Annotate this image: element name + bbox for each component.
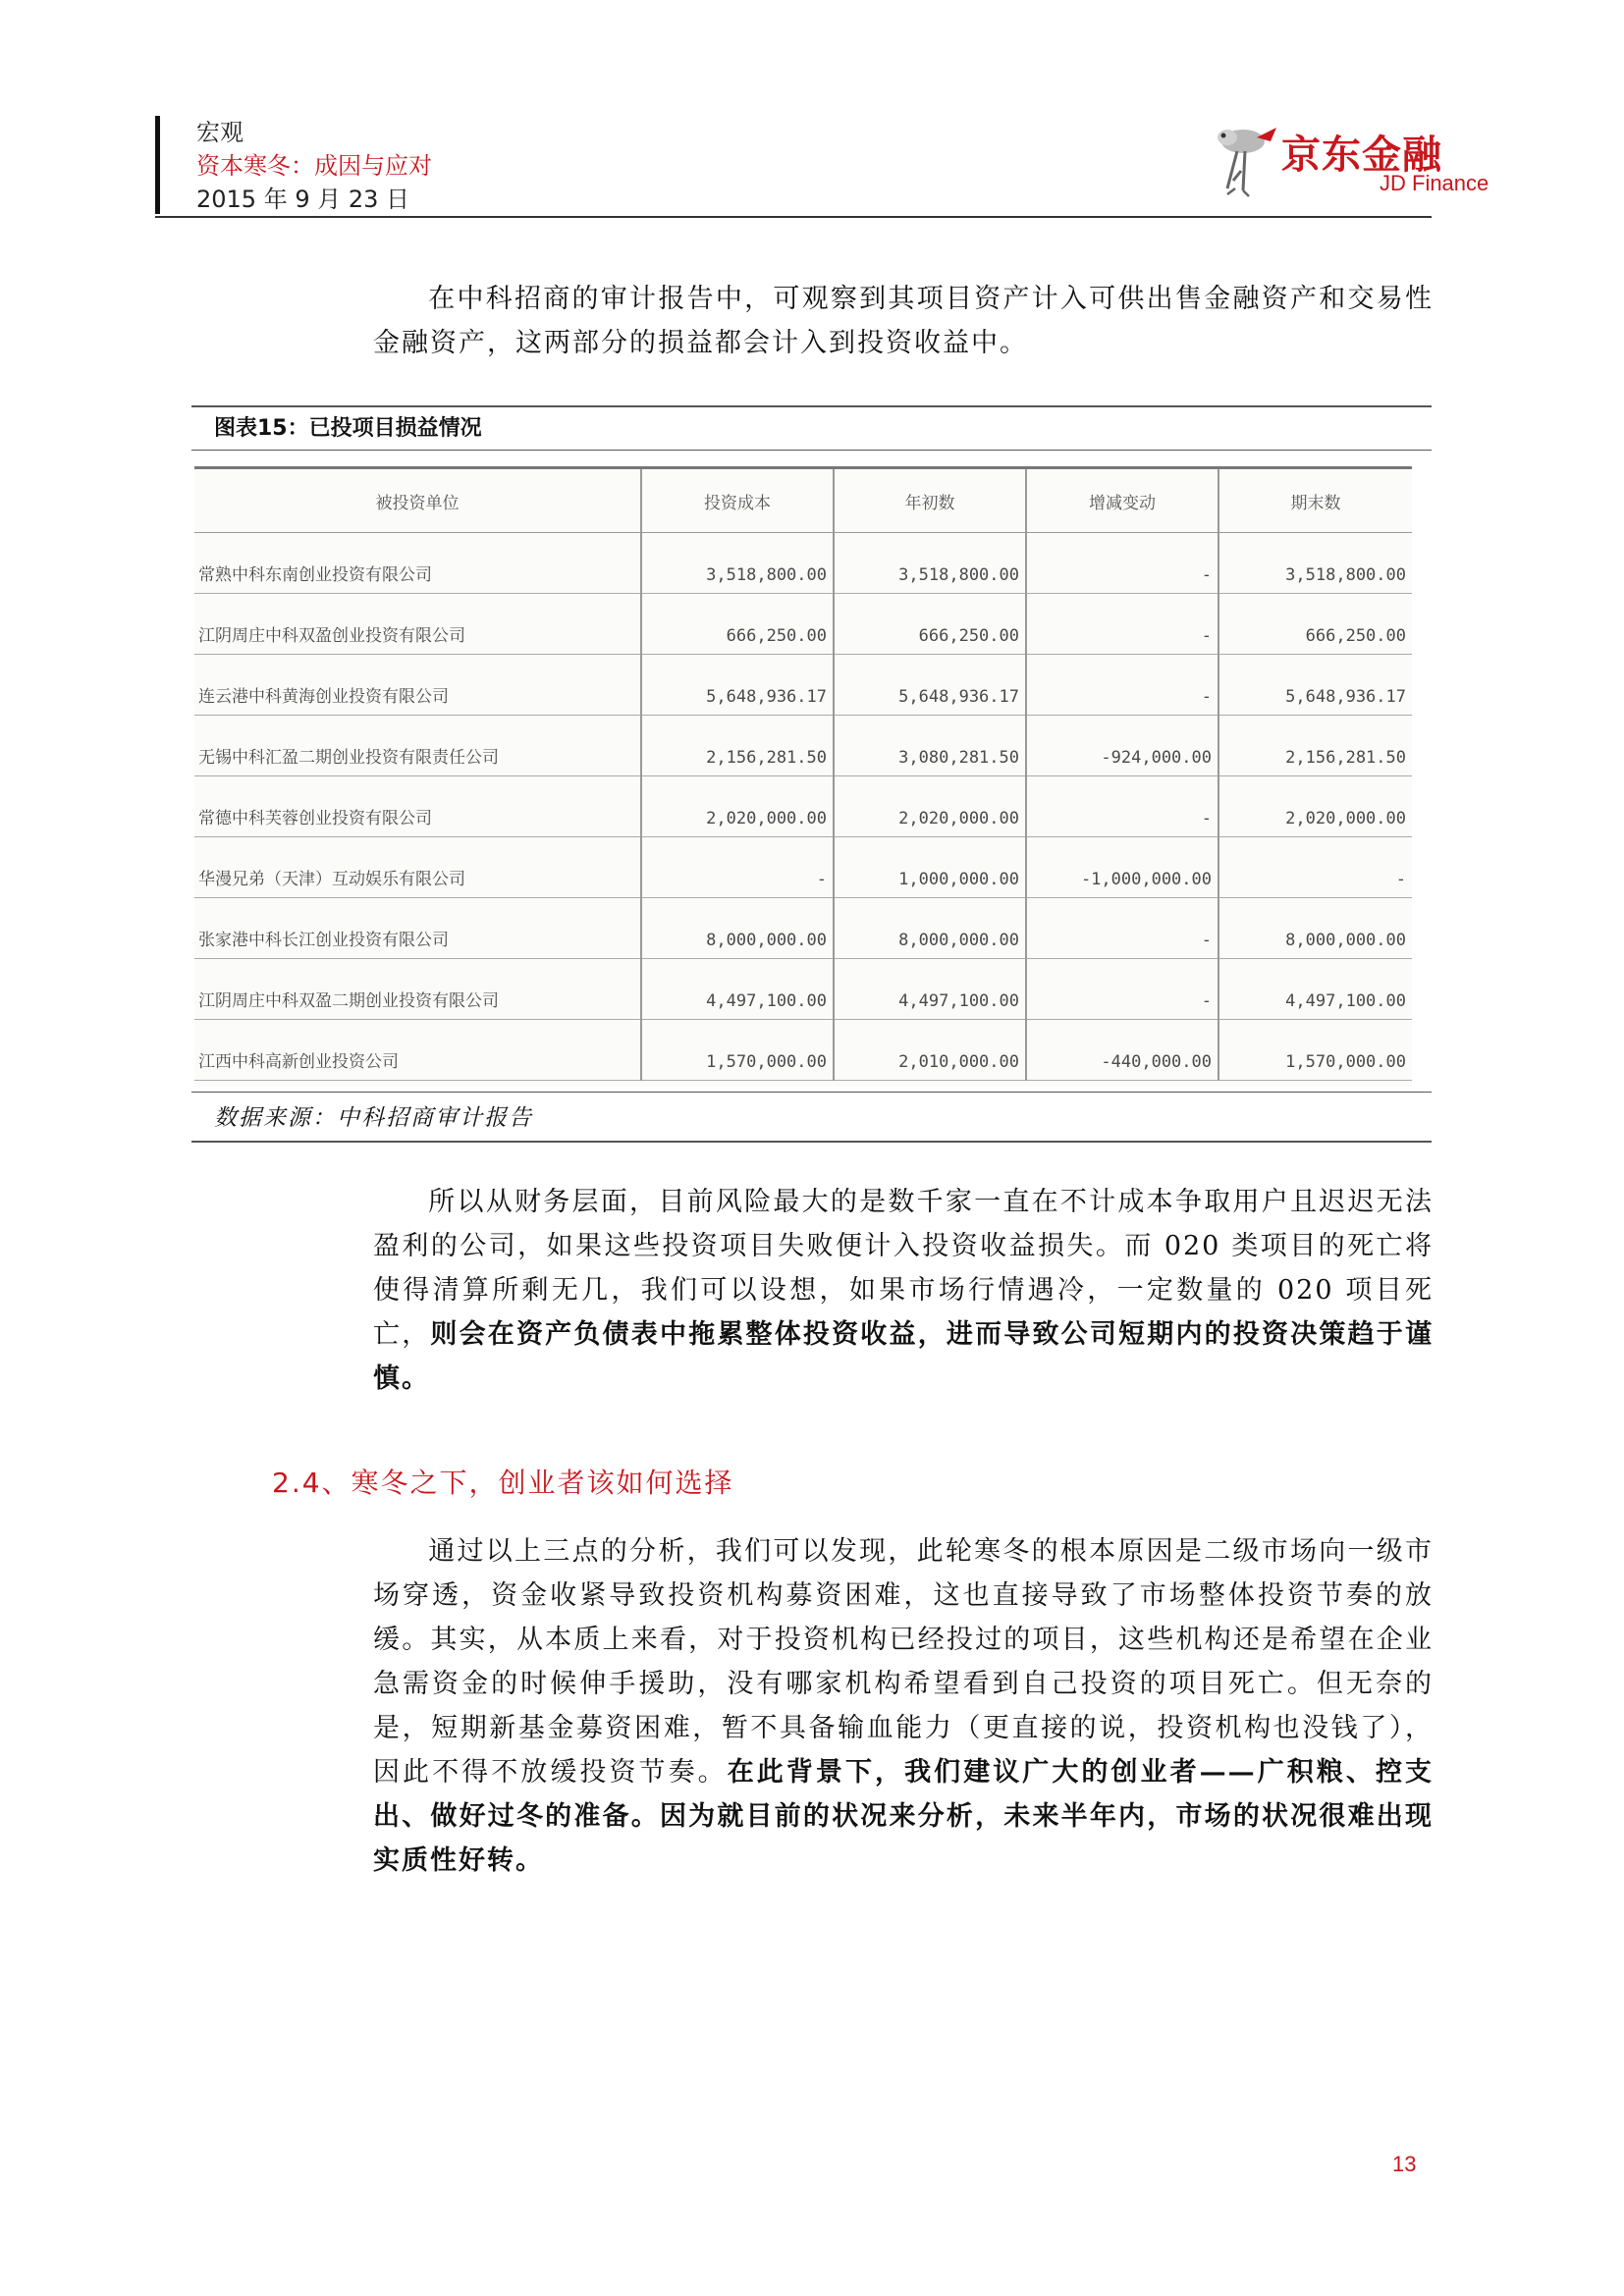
table-row bbox=[194, 776, 1412, 837]
investment-cost: 2,020,000.00 bbox=[641, 776, 834, 837]
change-amount: - bbox=[1026, 959, 1218, 1020]
intro-paragraph bbox=[373, 277, 1434, 365]
beginning-balance: 2,020,000.00 bbox=[834, 776, 1026, 837]
figure-title: 图表15：已投项目损益情况 bbox=[214, 416, 482, 441]
investee-name: 无锡中科汇盈二期创业投资有限责任公司 bbox=[194, 716, 641, 776]
table-row bbox=[194, 716, 1412, 776]
header-rule bbox=[155, 216, 1432, 218]
investee-name: 常德中科芙蓉创业投资有限公司 bbox=[194, 776, 641, 837]
investment-cost: 4,497,100.00 bbox=[641, 959, 834, 1020]
investment-table bbox=[194, 466, 1412, 1081]
figure-source: 数据来源：中科招商审计报告 bbox=[214, 1105, 533, 1131]
logo-english-text: JD Finance bbox=[1380, 171, 1489, 195]
risk-paragraph-text: 所以从财务层面，目前风险最大的是数千家一直在不计成本争取用户且迟迟无法盈利的公司，如果这些投资项目失败便计入投资收益损失。而 020 类项目的死亡将使得清算所剩无几，我们可以设想，如果市场行情遇冷，一定数量的 020 项目死亡， bbox=[373, 1187, 1434, 1350]
ending-balance: 2,020,000.00 bbox=[1218, 776, 1412, 837]
intro-paragraph-text: 在中科招商的审计报告中，可观察到其项目资产计入可供出售金融资产和交易性金融资产，这两部分的损益都会计入到投资收益中。 bbox=[373, 284, 1434, 358]
analysis-paragraph-text: 通过以上三点的分析，我们可以发现，此轮寒冬的根本原因是二级市场向一级市场穿透，资金收紧导致投资机构募资困难，这也直接导致了市场整体投资节奏的放缓。其实，从本质上来看，对于投资机构已经投过的项目，这些机构还是希望在企业急需资金的时候伸手援助，没有哪家机构希望看到自己投资的项目死亡。但无奈的是，短期新基金募资困难，暂不具备输血能力（更直接的说，投资机构也没钱了），因此不得不放缓投资节奏。 bbox=[373, 1536, 1434, 1788]
beginning-balance: 3,518,800.00 bbox=[834, 533, 1026, 594]
investment-cost: - bbox=[641, 837, 834, 898]
figure-bottom-rule bbox=[191, 1092, 1432, 1093]
investment-cost: 8,000,000.00 bbox=[641, 898, 834, 959]
ending-balance: 1,570,000.00 bbox=[1218, 1020, 1412, 1081]
investment-cost: 2,156,281.50 bbox=[641, 716, 834, 776]
beginning-balance: 666,250.00 bbox=[834, 594, 1026, 655]
table-row bbox=[194, 655, 1412, 716]
change-amount: - bbox=[1026, 776, 1218, 837]
investee-name: 江阴周庄中科双盈创业投资有限公司 bbox=[194, 594, 641, 655]
analysis-paragraph-bold: 在此背景下，我们建议广大的创业者——广积粮、控支出、做好过冬的准备。因为就目前的状况来分析，未来半年内，市场的状况很难出现实质性好转。 bbox=[373, 1757, 1435, 1876]
header-accent-bar bbox=[155, 116, 160, 214]
risk-paragraph-bold: 则会在资产负债表中拖累整体投资收益，进而导致公司短期内的投资决策趋于谨慎。 bbox=[373, 1319, 1435, 1394]
table-header-row bbox=[194, 468, 1412, 533]
page-number: 13 bbox=[1392, 2152, 1417, 2176]
scanned-table-image bbox=[194, 466, 1412, 1087]
table-row bbox=[194, 898, 1412, 959]
figure-top-rule bbox=[191, 405, 1432, 407]
change-amount: - bbox=[1026, 898, 1218, 959]
investment-cost: 666,250.00 bbox=[641, 594, 834, 655]
change-amount: - bbox=[1026, 655, 1218, 716]
change-amount: -924,000.00 bbox=[1026, 716, 1218, 776]
ending-balance: 5,648,936.17 bbox=[1218, 655, 1412, 716]
risk-paragraph bbox=[373, 1180, 1434, 1401]
investee-name: 江西中科高新创业投资公司 bbox=[194, 1020, 641, 1081]
logo-chinese-text: 京东金融 bbox=[1281, 133, 1442, 178]
ending-balance: 2,156,281.50 bbox=[1218, 716, 1412, 776]
investee-name: 华漫兄弟（天津）互动娱乐有限公司 bbox=[194, 837, 641, 898]
investment-cost: 3,518,800.00 bbox=[641, 533, 834, 594]
table-row bbox=[194, 594, 1412, 655]
beginning-balance: 3,080,281.50 bbox=[834, 716, 1026, 776]
beginning-balance: 4,497,100.00 bbox=[834, 959, 1026, 1020]
beginning-balance: 2,010,000.00 bbox=[834, 1020, 1026, 1081]
investee-name: 张家港中科长江创业投资有限公司 bbox=[194, 898, 641, 959]
beginning-balance: 8,000,000.00 bbox=[834, 898, 1026, 959]
ending-balance: 8,000,000.00 bbox=[1218, 898, 1412, 959]
col-header-change: 增减变动 bbox=[1026, 468, 1218, 533]
analysis-paragraph bbox=[373, 1529, 1434, 1883]
jd-dog-mascot-icon bbox=[1198, 120, 1282, 198]
table-row bbox=[194, 533, 1412, 594]
change-amount: - bbox=[1026, 533, 1218, 594]
section-heading: 2.4、寒冬之下，创业者该如何选择 bbox=[272, 1467, 734, 1499]
investee-name: 连云港中科黄海创业投资有限公司 bbox=[194, 655, 641, 716]
col-header-cost: 投资成本 bbox=[641, 468, 834, 533]
investment-cost: 1,570,000.00 bbox=[641, 1020, 834, 1081]
col-header-end: 期末数 bbox=[1218, 468, 1412, 533]
report-title: 资本寒冬：成因与应对 bbox=[196, 152, 432, 180]
ending-balance: - bbox=[1218, 837, 1412, 898]
beginning-balance: 5,648,936.17 bbox=[834, 655, 1026, 716]
jd-finance-logo bbox=[1198, 120, 1489, 198]
table-row bbox=[194, 1020, 1412, 1081]
figure-end-rule bbox=[191, 1141, 1432, 1143]
investee-name: 江阴周庄中科双盈二期创业投资有限公司 bbox=[194, 959, 641, 1020]
col-header-investee: 被投资单位 bbox=[194, 468, 641, 533]
change-amount: -440,000.00 bbox=[1026, 1020, 1218, 1081]
table-row bbox=[194, 837, 1412, 898]
change-amount: -1,000,000.00 bbox=[1026, 837, 1218, 898]
investee-name: 常熟中科东南创业投资有限公司 bbox=[194, 533, 641, 594]
ending-balance: 3,518,800.00 bbox=[1218, 533, 1412, 594]
report-header bbox=[196, 116, 432, 216]
figure-title-rule bbox=[191, 450, 1432, 451]
investment-cost: 5,648,936.17 bbox=[641, 655, 834, 716]
ending-balance: 666,250.00 bbox=[1218, 594, 1412, 655]
report-category: 宏观 bbox=[196, 119, 244, 146]
beginning-balance: 1,000,000.00 bbox=[834, 837, 1026, 898]
ending-balance: 4,497,100.00 bbox=[1218, 959, 1412, 1020]
report-date: 2015 年 9 月 23 日 bbox=[196, 186, 410, 213]
col-header-begin: 年初数 bbox=[834, 468, 1026, 533]
table-row bbox=[194, 959, 1412, 1020]
change-amount: - bbox=[1026, 594, 1218, 655]
